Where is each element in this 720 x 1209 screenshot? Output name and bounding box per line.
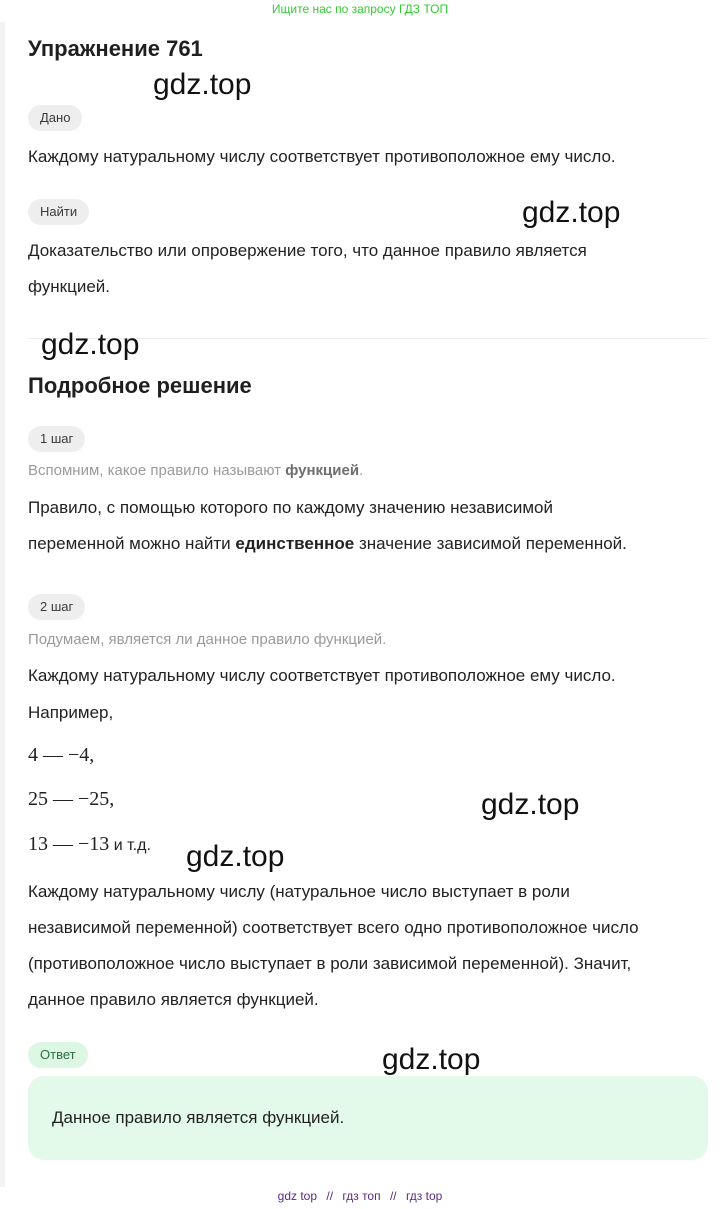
given-text: Каждому натуральному числу соответствует противоположное ему число. — [28, 147, 616, 166]
step2-para-line1: Каждому натуральному числу (натуральное число выступает в роли — [28, 882, 570, 901]
watermark: gdz.top — [382, 1043, 481, 1076]
step1-line1: Правило, с помощью которого по каждому значению независимой — [28, 498, 553, 517]
find-text-line2: функцией. — [28, 277, 111, 296]
footer-separator: // — [326, 1189, 334, 1203]
watermark: gdz.top — [481, 788, 580, 821]
watermark: gdz.top — [41, 328, 140, 361]
step1-hint-post: . — [359, 462, 364, 479]
step2-badge: 2 шаг — [28, 594, 85, 620]
example-3 — [28, 833, 151, 856]
step1-hint-bold: функцией — [285, 462, 360, 479]
footer-links — [0, 1189, 720, 1203]
watermark: gdz.top — [522, 196, 621, 229]
step2-line2: Например, — [28, 703, 114, 722]
answer-badge: Ответ — [28, 1042, 88, 1068]
step2-para-line3: (противоположное число выступает в роли зависимой переменной). Значит, — [28, 954, 632, 973]
watermark: gdz.top — [186, 840, 285, 873]
answer-box — [28, 1076, 708, 1160]
find-badge: Найти — [28, 199, 89, 225]
step1-line2-bold: единственное — [235, 534, 355, 553]
footer-separator: // — [389, 1189, 397, 1203]
given-badge: Дано — [28, 105, 82, 131]
find-text-line1: Доказательство или опровержение того, что данное правило является — [28, 241, 587, 260]
example-2: 25 — −25, — [28, 788, 115, 810]
example-3-math: 13 — −13 — [28, 833, 110, 855]
step1-line2 — [28, 534, 627, 554]
step1-line2-pre: переменной можно найти — [28, 534, 236, 553]
example-1: 4 — −4, — [28, 744, 95, 766]
step2-line1: Каждому натуральному числу соответствует противоположное ему число. — [28, 666, 616, 685]
exercise-title: Упражнение 761 — [28, 36, 203, 61]
step2-para-line2: независимой переменной) соответствует всего одно противоположное число — [28, 918, 639, 937]
answer-text: Данное правило является функцией. — [52, 1108, 345, 1127]
step1-hint-pre: Вспомним, какое правило называют — [28, 462, 286, 479]
step2-para-line4: данное правило является функцией. — [28, 990, 319, 1009]
footer-link-1[interactable]: gdz top — [277, 1189, 318, 1203]
top-banner[interactable]: Ищите нас по запросу ГДЗ ТОП — [271, 2, 449, 16]
step2-hint: Подумаем, является ли данное правило функцией. — [28, 631, 387, 648]
step1-badge: 1 шаг — [28, 426, 85, 452]
watermark: gdz.top — [153, 68, 252, 101]
footer-link-3[interactable]: гдз top — [405, 1189, 443, 1203]
example-3-tail: и т.д. — [109, 837, 151, 854]
step1-line2-post: значение зависимой переменной. — [354, 534, 627, 553]
solution-title: Подробное решение — [28, 373, 252, 398]
step1-hint — [28, 462, 363, 479]
footer-link-2[interactable]: гдз топ — [342, 1189, 381, 1203]
left-rule — [0, 22, 5, 1187]
